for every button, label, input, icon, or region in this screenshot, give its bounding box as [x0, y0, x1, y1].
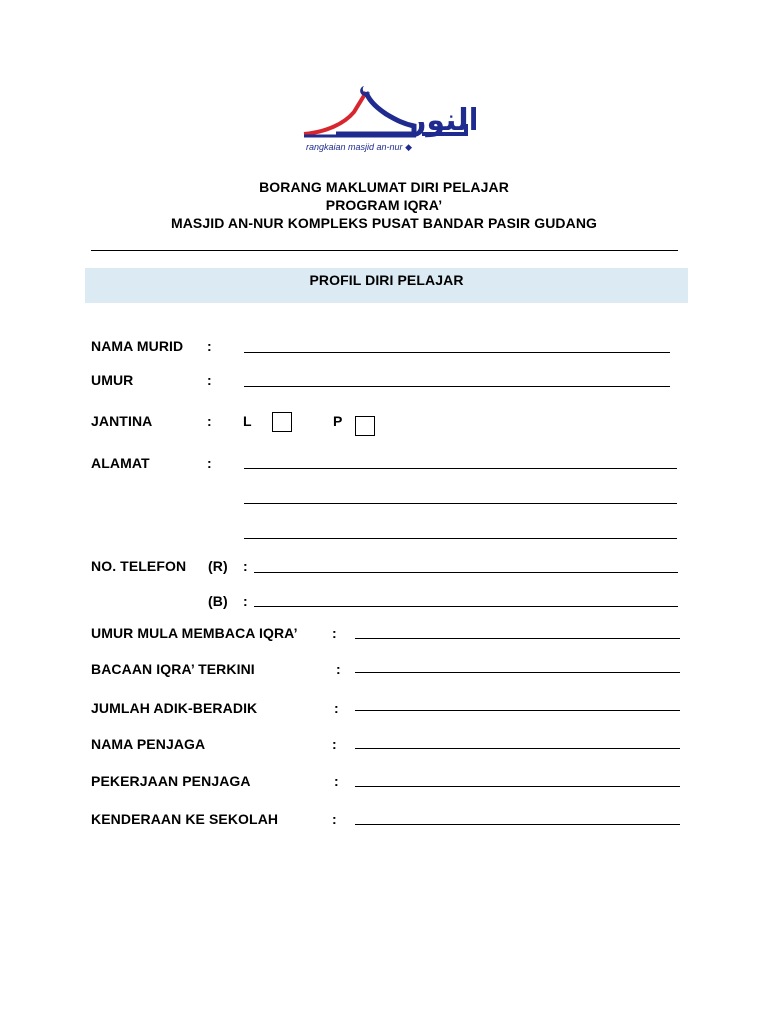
jantina-p-checkbox[interactable]: [355, 416, 375, 436]
colon: :: [332, 625, 337, 641]
pekerjaan-penjaga-field[interactable]: [355, 786, 680, 787]
jumlah-adik-field[interactable]: [355, 710, 680, 711]
colon: :: [334, 700, 339, 716]
label-bacaan-iqra: BACAAN IQRA’ TERKINI: [91, 661, 255, 677]
bacaan-iqra-field[interactable]: [355, 672, 680, 673]
masjid-an-nur-logo: [296, 84, 476, 156]
colon: :: [332, 736, 337, 752]
label-umur-mula: UMUR MULA MEMBACA IQRA’: [91, 625, 298, 641]
colon: :: [332, 811, 337, 827]
telefon-r-field[interactable]: [254, 572, 678, 573]
colon: :: [207, 372, 212, 388]
label-pekerjaan-penjaga: PEKERJAAN PENJAGA: [91, 773, 251, 789]
colon: :: [207, 338, 212, 354]
colon: :: [243, 593, 248, 609]
label-telefon-b: (B): [208, 593, 228, 609]
label-alamat: ALAMAT: [91, 455, 150, 471]
jantina-p-label: P: [333, 413, 343, 429]
masjid-title: MASJID AN-NUR KOMPLEKS PUSAT BANDAR PASIR GUDANG: [170, 215, 598, 231]
colon: :: [334, 773, 339, 789]
program-title: PROGRAM IQRA’: [325, 197, 443, 213]
svg-text:النور: النور: [409, 103, 476, 138]
label-nama-penjaga: NAMA PENJAGA: [91, 736, 206, 752]
label-kenderaan: KENDERAAN KE SEKOLAH: [91, 811, 279, 827]
nama-murid-field[interactable]: [244, 352, 670, 353]
kenderaan-field[interactable]: [355, 824, 680, 825]
label-telefon-r: (R): [208, 558, 228, 574]
label-umur: UMUR: [91, 372, 134, 388]
jantina-l-label: L: [243, 413, 252, 429]
colon: :: [207, 455, 212, 471]
alamat-field-line3[interactable]: [244, 538, 677, 539]
label-no-telefon: NO. TELEFON: [91, 558, 187, 574]
jantina-l-checkbox[interactable]: [272, 412, 292, 432]
label-jumlah-adik: JUMLAH ADIK-BERADIK: [91, 700, 258, 716]
colon: :: [243, 558, 248, 574]
logo-tagline: rangkaian masjid an-nur ◆: [306, 142, 412, 152]
colon: :: [336, 661, 341, 677]
umur-mula-field[interactable]: [355, 638, 680, 639]
telefon-b-field[interactable]: [254, 606, 678, 607]
colon: :: [207, 413, 212, 429]
alamat-field-line2[interactable]: [244, 503, 677, 504]
form-title: BORANG MAKLUMAT DIRI PELAJAR: [259, 179, 509, 195]
header-divider: [91, 250, 678, 251]
label-jantina: JANTINA: [91, 413, 153, 429]
label-nama-murid: NAMA MURID: [91, 338, 184, 354]
umur-field[interactable]: [244, 386, 670, 387]
section-title: PROFIL DIRI PELAJAR: [309, 272, 464, 288]
nama-penjaga-field[interactable]: [355, 748, 680, 749]
alamat-field-line1[interactable]: [244, 468, 677, 469]
